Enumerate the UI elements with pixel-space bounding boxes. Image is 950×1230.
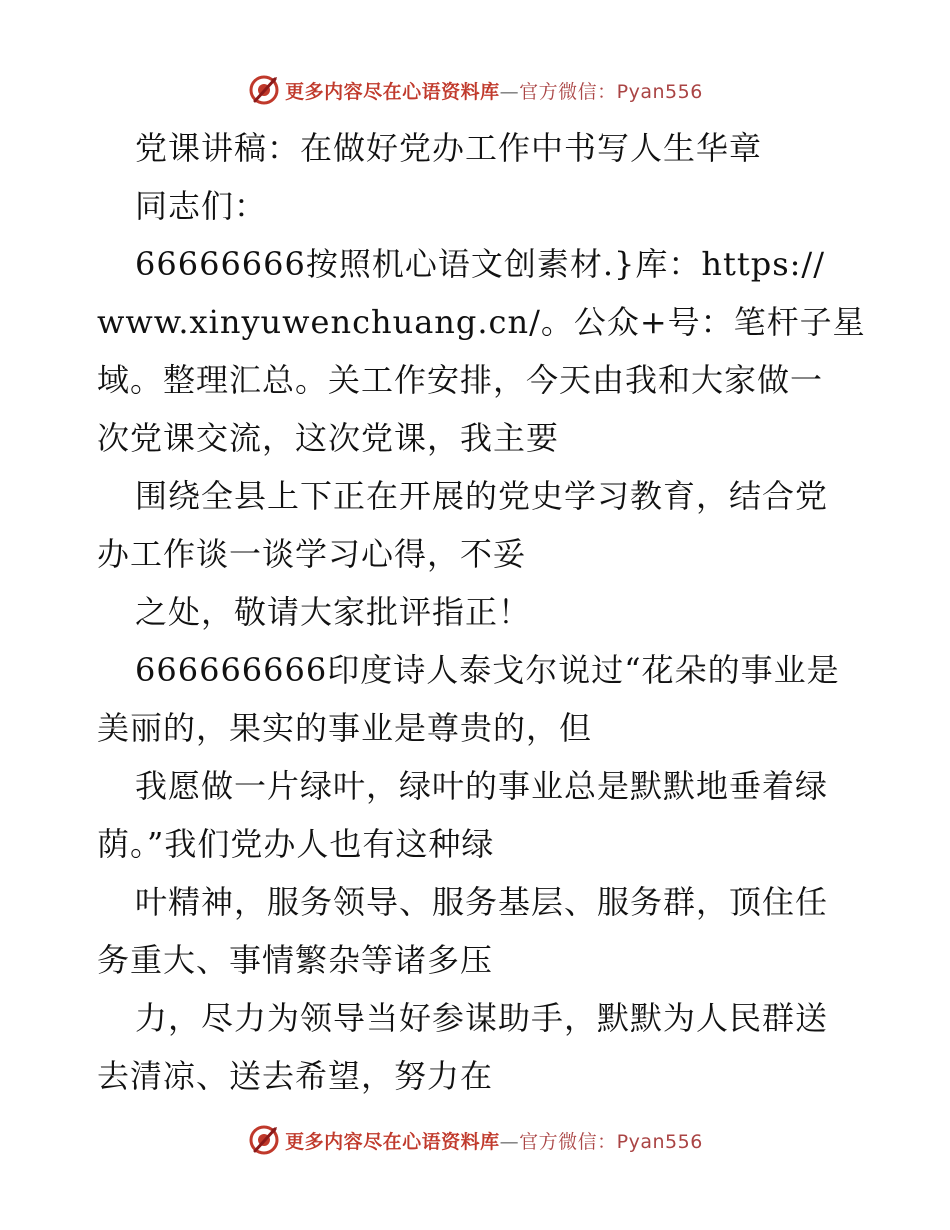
doc-line: 叶精神，服务领导、服务基层、服务群，顶住任 (135, 883, 829, 921)
header-watermark (0, 70, 950, 110)
quill-logo-icon (247, 73, 281, 107)
doc-line: 之处，敬请大家批评指正！ (135, 593, 532, 631)
doc-line: 域。整理汇总。关工作安排，今天由我和大家做一 (97, 361, 824, 399)
header-dash: — (499, 80, 520, 103)
doc-line: 我愿做一片绿叶，绿叶的事业总是默默地垂着绿 (135, 767, 829, 805)
doc-line: 666666666印度诗人泰戈尔说过“花朵的事业是 (135, 651, 840, 689)
doc-title: 党课讲稿：在做好党办工作中书写人生华章 (135, 129, 763, 167)
doc-line: 次党课交流，这次党课，我主要 (97, 419, 560, 457)
footer-dash: — (499, 1130, 520, 1153)
doc-line: www.xinyuwenchuang.cn/。公众+号：笔杆子星 (97, 303, 866, 341)
doc-line: 66666666按照机心语文创素材.}库：https:// (135, 245, 825, 283)
doc-line: 围绕全县上下正在开展的党史学习教育，结合党 (135, 477, 829, 515)
doc-line: 办工作谈一谈学习心得，不妥 (97, 535, 527, 573)
footer-brand-text: 更多内容尽在心语资料库 (285, 1130, 500, 1153)
doc-line: 去清凉、送去希望，努力在 (97, 1057, 494, 1095)
footer-wechat-text: 官方微信：Pyan556 (519, 1130, 703, 1153)
doc-line: 务重大、事情繁杂等诸多压 (97, 941, 494, 979)
doc-line: 荫。”我们党办人也有这种绿 (97, 825, 495, 863)
header-brand-text: 更多内容尽在心语资料库 (285, 80, 500, 103)
footer-watermark (0, 1120, 950, 1160)
doc-line: 美丽的，果实的事业是尊贵的，但 (97, 709, 593, 747)
doc-greeting: 同志们： (135, 187, 268, 225)
header-wechat-text: 官方微信：Pyan556 (519, 80, 703, 103)
quill-logo-icon (247, 1123, 281, 1157)
doc-line: 力，尽力为领导当好参谋助手，默默为人民群送 (135, 999, 829, 1037)
